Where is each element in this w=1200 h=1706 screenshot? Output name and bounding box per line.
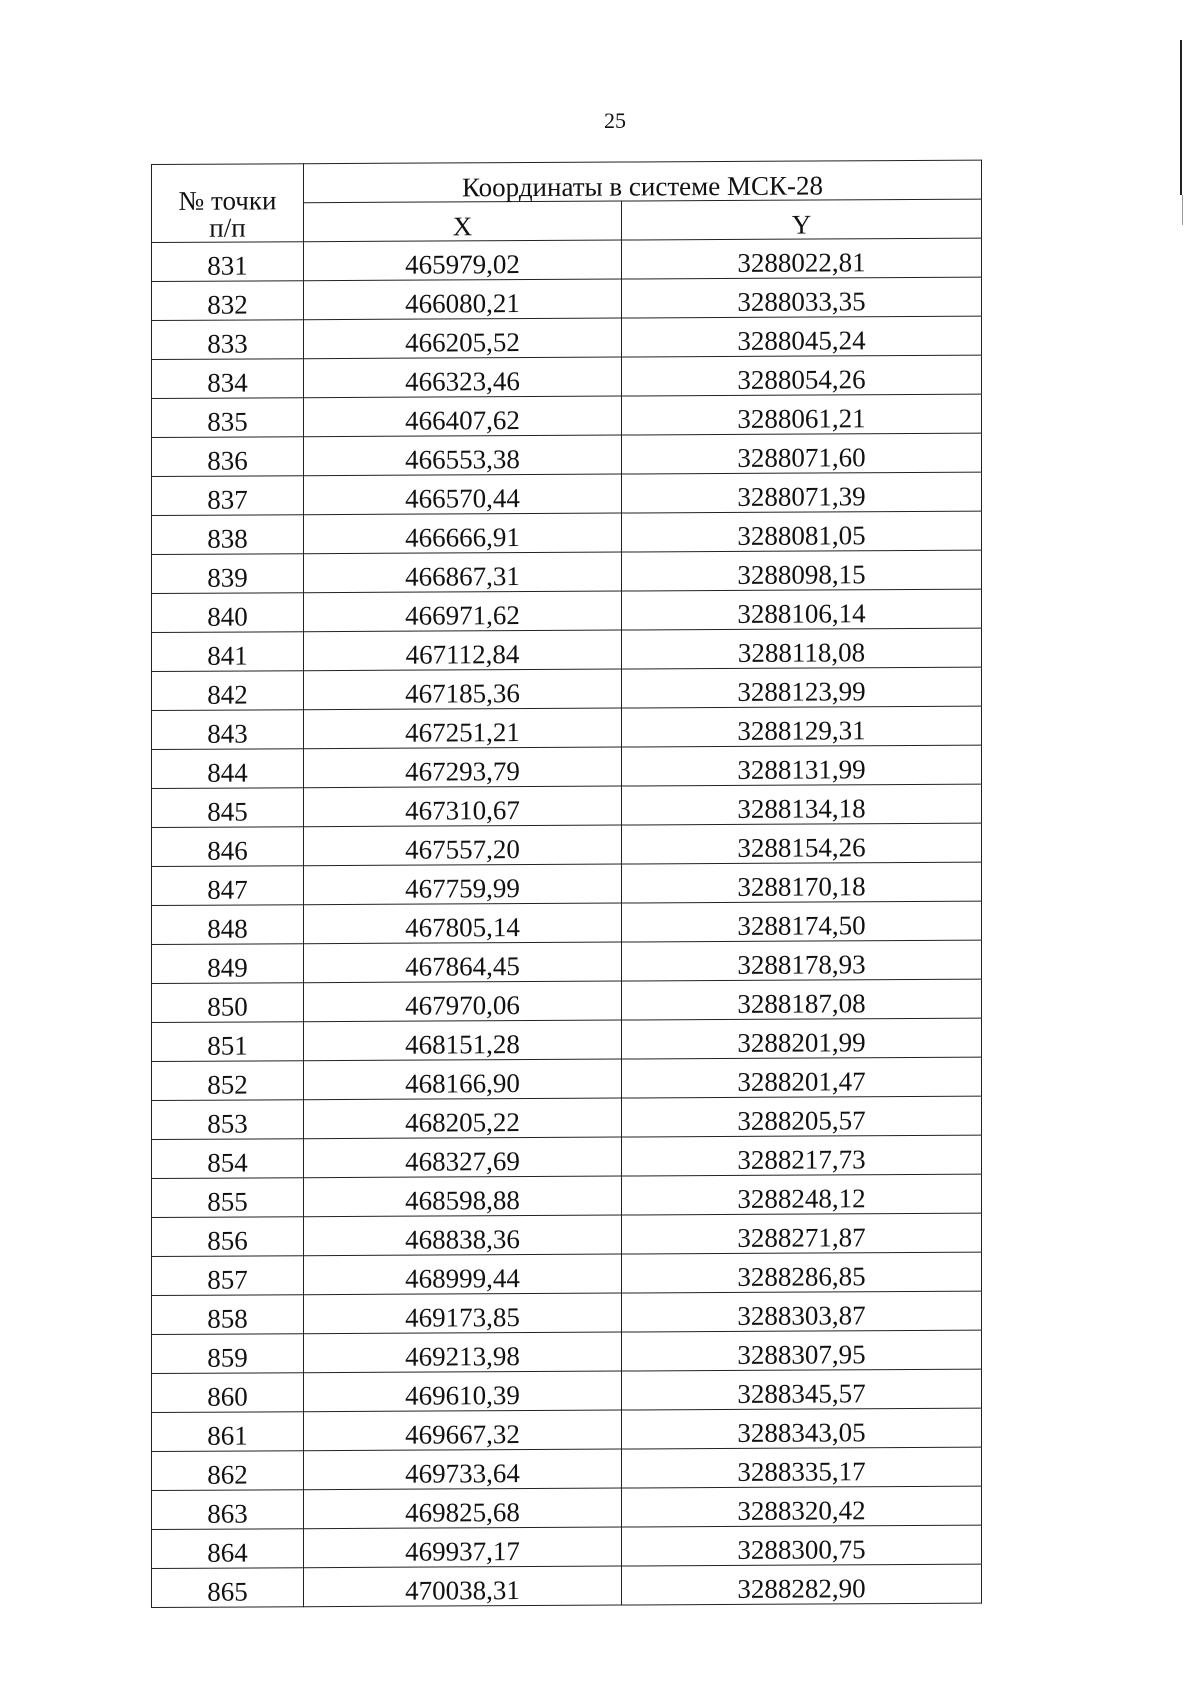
table-row <box>152 1369 982 1412</box>
table-row <box>152 862 982 905</box>
x-coordinate-cell: 468151,28 <box>304 1020 622 1061</box>
table-row <box>152 1408 982 1451</box>
x-coordinate-cell: 467759,99 <box>304 864 622 905</box>
table-row <box>152 628 982 671</box>
table-row <box>152 316 982 359</box>
table-row <box>152 238 982 281</box>
table-row <box>152 1096 982 1139</box>
x-coordinate-cell: 466323,46 <box>304 357 622 398</box>
x-coordinate-cell: 466867,31 <box>304 552 622 593</box>
point-number-cell: 834 <box>152 359 304 399</box>
x-coordinate-cell: 469173,85 <box>304 1293 622 1334</box>
table-row <box>152 1564 982 1607</box>
point-number-cell: 848 <box>152 905 304 945</box>
x-coordinate-cell: 466971,62 <box>304 591 622 632</box>
page-number: 25 <box>604 108 626 133</box>
point-number-cell: 832 <box>152 281 304 321</box>
y-coordinate-cell: 3288300,75 <box>622 1525 982 1566</box>
x-coordinate-cell: 468205,22 <box>304 1098 622 1139</box>
y-coordinate-cell: 3288248,12 <box>622 1174 982 1215</box>
point-number-cell: 864 <box>152 1529 304 1569</box>
point-number-cell: 843 <box>152 710 304 750</box>
table-row <box>152 1057 982 1100</box>
y-coordinate-cell: 3288154,26 <box>622 823 982 864</box>
table-body <box>152 238 982 1607</box>
table-row <box>152 511 982 554</box>
point-number-cell: 854 <box>152 1139 304 1179</box>
table-row <box>152 1018 982 1061</box>
x-coordinate-cell: 466553,38 <box>304 435 622 476</box>
y-coordinate-cell: 3288061,21 <box>622 394 982 435</box>
scan-edge-line-faint <box>1182 195 1183 225</box>
table-row <box>152 979 982 1022</box>
point-number-cell: 835 <box>152 398 304 438</box>
y-coordinate-cell: 3288033,35 <box>622 277 982 318</box>
point-number-cell: 849 <box>152 944 304 984</box>
point-number-cell: 855 <box>152 1178 304 1218</box>
y-coordinate-cell: 3288174,50 <box>622 901 982 942</box>
x-coordinate-cell: 469667,32 <box>304 1410 622 1451</box>
x-coordinate-cell: 467310,67 <box>304 786 622 827</box>
y-coordinate-cell: 3288131,99 <box>622 745 982 786</box>
table-row <box>152 823 982 866</box>
x-coordinate-cell: 469610,39 <box>304 1371 622 1412</box>
y-coordinate-cell: 3288071,39 <box>622 472 982 513</box>
table-row <box>152 589 982 632</box>
y-coordinate-cell: 3288201,47 <box>622 1057 982 1098</box>
x-coordinate-cell: 468999,44 <box>304 1254 622 1295</box>
x-coordinate-cell: 467112,84 <box>304 630 622 671</box>
y-coordinate-cell: 3288343,05 <box>622 1408 982 1449</box>
y-coordinate-cell: 3288106,14 <box>622 589 982 630</box>
point-number-cell: 861 <box>152 1412 304 1452</box>
y-coordinate-cell: 3288307,95 <box>622 1330 982 1371</box>
x-coordinate-cell: 466407,62 <box>304 396 622 437</box>
header-row-1 <box>152 160 982 203</box>
point-number-cell: 844 <box>152 749 304 789</box>
point-number-cell: 842 <box>152 671 304 711</box>
table-row <box>152 550 982 593</box>
table-row <box>152 940 982 983</box>
table-row <box>152 472 982 515</box>
x-coordinate-cell: 466080,21 <box>304 279 622 320</box>
y-coordinate-cell: 3288271,87 <box>622 1213 982 1254</box>
x-header: X <box>304 201 622 242</box>
point-number-cell: 865 <box>152 1568 304 1608</box>
table-row <box>152 1525 982 1568</box>
x-coordinate-cell: 470038,31 <box>304 1566 622 1607</box>
point-number-cell: 856 <box>152 1217 304 1257</box>
point-number-cell: 862 <box>152 1451 304 1491</box>
point-number-header-line1: № точки <box>178 185 277 216</box>
y-coordinate-cell: 3288081,05 <box>622 511 982 552</box>
y-coordinate-cell: 3288022,81 <box>622 238 982 279</box>
y-coordinate-cell: 3288118,08 <box>622 628 982 669</box>
y-coordinate-cell: 3288201,99 <box>622 1018 982 1059</box>
point-number-cell: 853 <box>152 1100 304 1140</box>
point-number-cell: 846 <box>152 827 304 867</box>
table-row <box>152 901 982 944</box>
point-number-cell: 859 <box>152 1334 304 1374</box>
x-coordinate-cell: 469213,98 <box>304 1332 622 1373</box>
x-coordinate-cell: 468166,90 <box>304 1059 622 1100</box>
x-coordinate-cell: 469825,68 <box>304 1488 622 1529</box>
x-coordinate-cell: 468598,88 <box>304 1176 622 1217</box>
point-number-cell: 860 <box>152 1373 304 1413</box>
point-number-cell: 847 <box>152 866 304 906</box>
y-coordinate-cell: 3288123,99 <box>622 667 982 708</box>
point-number-cell: 841 <box>152 632 304 672</box>
y-coordinate-cell: 3288045,24 <box>622 316 982 357</box>
table-row <box>152 1135 982 1178</box>
x-coordinate-cell: 468327,69 <box>304 1137 622 1178</box>
x-coordinate-cell: 467864,45 <box>304 942 622 983</box>
y-coordinate-cell: 3288303,87 <box>622 1291 982 1332</box>
table-row <box>152 1174 982 1217</box>
point-number-cell: 833 <box>152 320 304 360</box>
table-row <box>152 1291 982 1334</box>
x-coordinate-cell: 469937,17 <box>304 1527 622 1568</box>
point-number-header <box>152 164 304 243</box>
table-row <box>152 667 982 710</box>
point-number-cell: 850 <box>152 983 304 1023</box>
coordinates-group-header: Координаты в системе МСК-28 <box>304 160 982 203</box>
point-number-cell: 840 <box>152 593 304 633</box>
table-row <box>152 784 982 827</box>
x-coordinate-cell: 467251,21 <box>304 708 622 749</box>
x-coordinate-cell: 467557,20 <box>304 825 622 866</box>
table-row <box>152 1330 982 1373</box>
table-header <box>152 160 982 242</box>
table-row <box>152 394 982 437</box>
y-coordinate-cell: 3288054,26 <box>622 355 982 396</box>
table-row <box>152 1252 982 1295</box>
point-number-header-line2: п/п <box>209 212 246 243</box>
x-coordinate-cell: 466666,91 <box>304 513 622 554</box>
table-row <box>152 1447 982 1490</box>
y-coordinate-cell: 3288282,90 <box>622 1564 982 1605</box>
x-coordinate-cell: 466205,52 <box>304 318 622 359</box>
y-coordinate-cell: 3288129,31 <box>622 706 982 747</box>
y-coordinate-cell: 3288205,57 <box>622 1096 982 1137</box>
y-coordinate-cell: 3288345,57 <box>622 1369 982 1410</box>
table-row <box>152 433 982 476</box>
point-number-cell: 851 <box>152 1022 304 1062</box>
x-coordinate-cell: 467185,36 <box>304 669 622 710</box>
point-number-cell: 852 <box>152 1061 304 1101</box>
x-coordinate-cell: 469733,64 <box>304 1449 622 1490</box>
x-coordinate-cell: 468838,36 <box>304 1215 622 1256</box>
point-number-cell: 857 <box>152 1256 304 1296</box>
point-number-cell: 845 <box>152 788 304 828</box>
table-row <box>152 277 982 320</box>
table-row <box>152 355 982 398</box>
x-coordinate-cell: 467805,14 <box>304 903 622 944</box>
y-coordinate-cell: 3288170,18 <box>622 862 982 903</box>
point-number-cell: 831 <box>152 242 304 282</box>
y-header: Y <box>622 199 982 240</box>
y-coordinate-cell: 3288178,93 <box>622 940 982 981</box>
x-coordinate-cell: 467970,06 <box>304 981 622 1022</box>
table-row <box>152 745 982 788</box>
y-coordinate-cell: 3288098,15 <box>622 550 982 591</box>
y-coordinate-cell: 3288320,42 <box>622 1486 982 1527</box>
x-coordinate-cell: 465979,02 <box>304 240 622 281</box>
point-number-cell: 837 <box>152 476 304 516</box>
coordinates-table <box>151 160 982 1608</box>
y-coordinate-cell: 3288187,08 <box>622 979 982 1020</box>
y-coordinate-cell: 3288071,60 <box>622 433 982 474</box>
point-number-cell: 839 <box>152 554 304 594</box>
point-number-cell: 858 <box>152 1295 304 1335</box>
table-row <box>152 706 982 749</box>
point-number-cell: 863 <box>152 1490 304 1530</box>
y-coordinate-cell: 3288335,17 <box>622 1447 982 1488</box>
point-number-cell: 836 <box>152 437 304 477</box>
table-row <box>152 1213 982 1256</box>
y-coordinate-cell: 3288286,85 <box>622 1252 982 1293</box>
point-number-cell: 838 <box>152 515 304 555</box>
y-coordinate-cell: 3288134,18 <box>622 784 982 825</box>
x-coordinate-cell: 466570,44 <box>304 474 622 515</box>
y-coordinate-cell: 3288217,73 <box>622 1135 982 1176</box>
table-row <box>152 1486 982 1529</box>
x-coordinate-cell: 467293,79 <box>304 747 622 788</box>
